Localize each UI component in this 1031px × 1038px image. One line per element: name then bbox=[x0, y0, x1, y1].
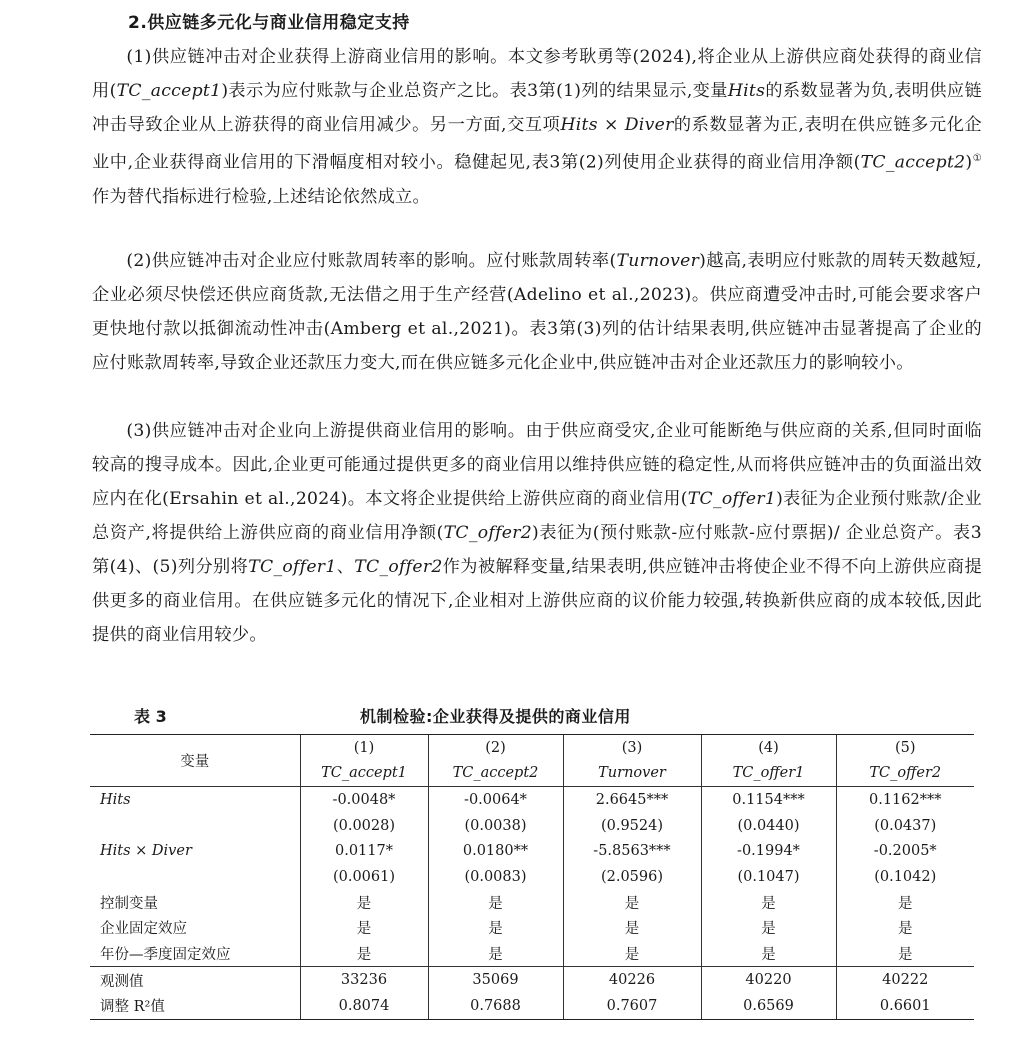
section-heading: 2.供应链多元化与商业信用稳定支持 bbox=[128, 13, 410, 33]
p3-text: )表征为(预付账款-应付账款-应付票据)/ 企业总资产。表3第(4)、(5)列分别将 bbox=[92, 523, 982, 577]
p1-var: TC_accept2 bbox=[860, 152, 966, 173]
row-label-empty bbox=[90, 813, 300, 839]
var-header: 变量 bbox=[90, 735, 300, 787]
table-row bbox=[90, 967, 974, 993]
cell: (0.1047) bbox=[701, 864, 836, 890]
p3-text: 作为被解释变量,结果表明,供应链冲击将使企业不得不向上游供应商提供更多的商业信用。在供应链多元化的情况下,企业相对上游供应商的议价能力较强,转换新供应商的成本较低,因此提供的商业信用较少。 bbox=[92, 557, 983, 645]
cell: (0.0083) bbox=[428, 864, 563, 890]
cell: 40220 bbox=[701, 967, 836, 993]
header-row-numbers bbox=[90, 735, 974, 761]
cell: 0.0180** bbox=[428, 838, 563, 864]
cell: 40226 bbox=[563, 967, 701, 993]
p1-text: 作为替代指标进行检验,上述结论依然成立。 bbox=[92, 186, 431, 207]
paragraph-2 bbox=[92, 244, 982, 380]
col-number: (3) bbox=[563, 735, 701, 761]
row-label: 观测值 bbox=[90, 967, 300, 993]
cell: -0.1994* bbox=[701, 838, 836, 864]
cell: 0.0117* bbox=[300, 838, 428, 864]
cell: 0.1162*** bbox=[836, 787, 974, 813]
col-number: (5) bbox=[836, 735, 974, 761]
p1-text: 的系数显著为正,表明在供应链多元化企业中,企业获得商业信用的下滑幅度相对较小。稳健起见,表3第(2)列使用企业获得的商业信用净额( bbox=[92, 115, 982, 173]
cell: (0.9524) bbox=[563, 813, 701, 839]
cell: 是 bbox=[563, 890, 701, 916]
p3-var: TC_offer2 bbox=[354, 557, 443, 577]
p1-var: Hits × Diver bbox=[560, 115, 674, 135]
p2-text: (2)供应链冲击对企业应付账款周转率的影响。应付账款周转率( bbox=[126, 251, 617, 271]
cell: 是 bbox=[701, 890, 836, 916]
table-row bbox=[90, 813, 974, 839]
cell: (0.0038) bbox=[428, 813, 563, 839]
cell: 是 bbox=[836, 890, 974, 916]
cell: -0.0048* bbox=[300, 787, 428, 813]
cell: (0.0437) bbox=[836, 813, 974, 839]
cell: 是 bbox=[428, 915, 563, 941]
p1-var: Hits bbox=[727, 81, 766, 101]
row-label: Hits bbox=[100, 791, 131, 808]
cell: 是 bbox=[701, 941, 836, 967]
p2-var: Turnover bbox=[616, 251, 700, 271]
results-table bbox=[90, 734, 974, 1020]
table-label: 表 3 bbox=[134, 707, 167, 726]
row-label: 企业固定效应 bbox=[100, 921, 187, 938]
cell: 是 bbox=[428, 941, 563, 967]
cell: (0.0028) bbox=[300, 813, 428, 839]
cell: (0.0061) bbox=[300, 864, 428, 890]
footnote-marker[interactable]: ① bbox=[972, 153, 982, 164]
table-row bbox=[90, 787, 974, 813]
cell: 是 bbox=[300, 915, 428, 941]
table-row bbox=[90, 864, 974, 890]
p3-text: )表征为企业预付账款/企业总资产,将提供给上游供应商的商业信用净额( bbox=[92, 489, 982, 543]
p3-var: TC_offer2 bbox=[443, 523, 532, 543]
cell: 是 bbox=[701, 915, 836, 941]
cell: (0.1042) bbox=[836, 864, 974, 890]
p3-text: 、 bbox=[336, 557, 355, 577]
cell: 是 bbox=[563, 941, 701, 967]
col-name: Turnover bbox=[563, 761, 701, 787]
col-name: TC_accept1 bbox=[300, 761, 428, 787]
cell: -5.8563*** bbox=[563, 838, 701, 864]
cell: 40222 bbox=[836, 967, 974, 993]
table-row bbox=[90, 993, 974, 1019]
row-label: 年份—季度固定效应 bbox=[100, 947, 231, 964]
p1-text: )表示为应付账款与企业总资产之比。表3第(1)列的结果显示,变量 bbox=[221, 81, 728, 101]
cell: 是 bbox=[563, 915, 701, 941]
table-title: 机制检验:企业获得及提供的商业信用 bbox=[360, 707, 631, 726]
cell: 0.7607 bbox=[563, 993, 701, 1019]
cell: 0.1154*** bbox=[701, 787, 836, 813]
p2-text: )越高,表明应付账款的周转天数越短,企业必须尽快偿还供应商货款,无法借之用于生产经营(Adelino et al.,2023)。供应商遭受冲击时,可能会要求客户更快地付款以抵御流动性冲击(Amberg et al.,2021)。表3第(3)列的估计结果表明,供应链冲击显著提高了企业的应付账款周转率,导致企业还款压力变大,而在供应链多元化企业中,供应链冲击对企业还款压力的影响较小。 bbox=[92, 251, 982, 373]
p1-text: ) bbox=[965, 152, 973, 173]
table-row bbox=[90, 890, 974, 916]
col-name: TC_accept2 bbox=[428, 761, 563, 787]
cell: (2.0596) bbox=[563, 864, 701, 890]
p1-text: (1)供应链冲击对企业获得上游商业信用的影响。本文参考耿勇等(2024),将企业从上游供应商处获得的商业信用( bbox=[92, 47, 982, 101]
cell: 35069 bbox=[428, 967, 563, 993]
cell: 是 bbox=[836, 941, 974, 967]
table-row bbox=[90, 915, 974, 941]
table-row bbox=[90, 941, 974, 967]
row-label: 调整 R²值 bbox=[90, 993, 300, 1019]
cell: 0.6601 bbox=[836, 993, 974, 1019]
row-label: Hits × Diver bbox=[100, 843, 192, 860]
col-number: (1) bbox=[300, 735, 428, 761]
p3-text: (3)供应链冲击对企业向上游提供商业信用的影响。由于供应商受灾,企业可能断绝与供应商的关系,但同时面临较高的搜寻成本。因此,企业更可能通过提供更多的商业信用以维持供应链的稳定性,从而将供应链冲击的负面溢出效应内在化(Ersahin et al.,2024)。本文将企业提供给上游供应商的商业信用( bbox=[92, 421, 982, 509]
cell: 0.7688 bbox=[428, 993, 563, 1019]
col-name: TC_offer2 bbox=[836, 761, 974, 787]
cell: 是 bbox=[300, 941, 428, 967]
cell: 0.8074 bbox=[300, 993, 428, 1019]
cell: 33236 bbox=[300, 967, 428, 993]
p1-text: 的系数显著为负,表明供应链冲击导致企业从上游获得的商业信用减少。另一方面,交互项 bbox=[92, 81, 982, 135]
cell: 是 bbox=[428, 890, 563, 916]
p1-var: TC_accept1 bbox=[116, 81, 222, 101]
row-label: 控制变量 bbox=[100, 895, 158, 912]
col-number: (2) bbox=[428, 735, 563, 761]
cell: (0.0440) bbox=[701, 813, 836, 839]
cell: 0.6569 bbox=[701, 993, 836, 1019]
cell: 是 bbox=[300, 890, 428, 916]
table-row bbox=[90, 838, 974, 864]
paragraph-1 bbox=[92, 40, 982, 214]
col-name: TC_offer1 bbox=[701, 761, 836, 787]
p3-var: TC_offer1 bbox=[687, 489, 777, 509]
p3-var: TC_offer1 bbox=[248, 557, 337, 577]
cell: -0.0064* bbox=[428, 787, 563, 813]
cell: -0.2005* bbox=[836, 838, 974, 864]
col-number: (4) bbox=[701, 735, 836, 761]
cell: 2.6645*** bbox=[563, 787, 701, 813]
paragraph-3 bbox=[92, 414, 982, 652]
row-label-empty bbox=[90, 864, 300, 890]
cell: 是 bbox=[836, 915, 974, 941]
